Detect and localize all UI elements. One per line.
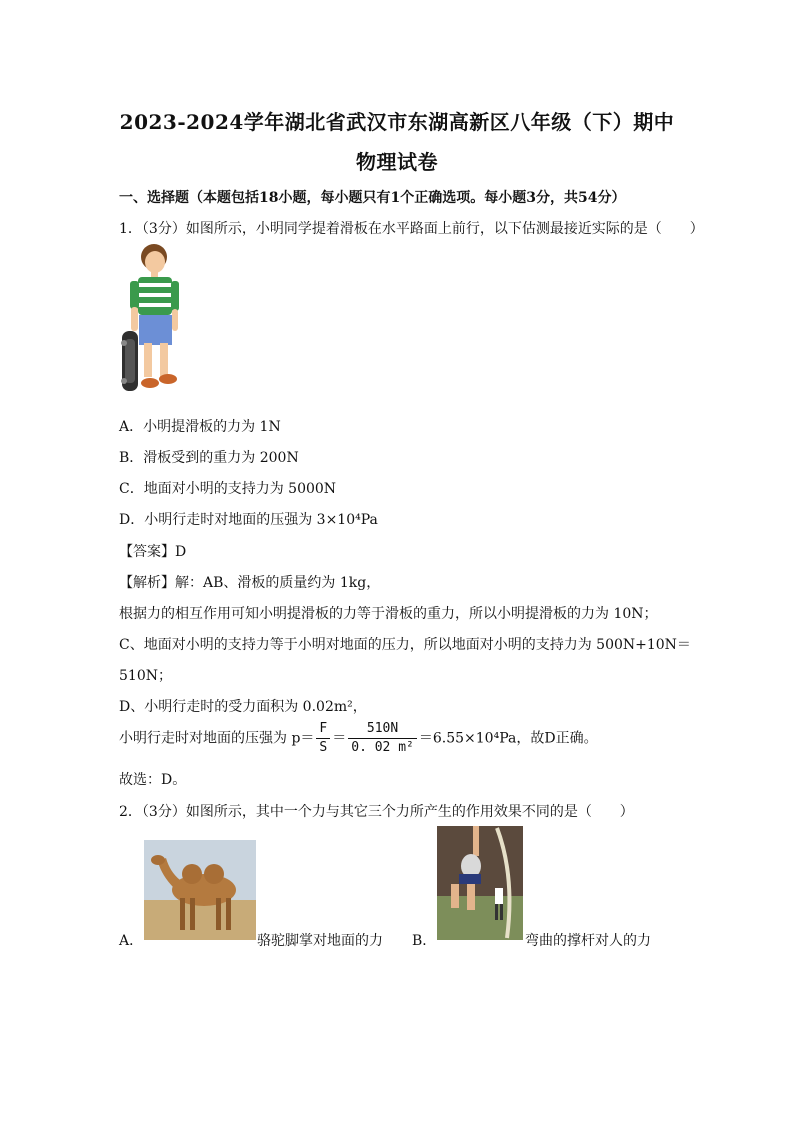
fraction-510n-over-area bbox=[348, 720, 417, 757]
q1-option-b: B．滑板受到的重力为 200N bbox=[119, 450, 299, 466]
fraction-f-over-s bbox=[316, 720, 330, 757]
fraction-numerator: F bbox=[316, 720, 330, 739]
exam-title-line2: 物理试卷 bbox=[356, 150, 438, 174]
q1-option-c: C．地面对小明的支持力为 5000N bbox=[119, 481, 337, 497]
q2-option-a-label: A． bbox=[119, 933, 144, 949]
q1-analysis-line3: C、地面对小明的支持力等于小明对地面的压力，所以地面对小明的支持力为 500N+10N＝ bbox=[119, 637, 691, 653]
q1-conclusion: 故选：D。 bbox=[119, 772, 187, 788]
pole-vault-photo bbox=[437, 826, 523, 940]
fraction-numerator: 510N bbox=[348, 720, 417, 739]
section-heading: 一、选择题（本题包括18小题，每小题只有1个正确选项。每小题3分，共54分） bbox=[119, 190, 626, 206]
q1-analysis-line4: 510N； bbox=[119, 668, 172, 684]
q2-option-b-text: 弯曲的撑杆对人的力 bbox=[525, 933, 651, 949]
q1-analysis-line2: 根据力的相互作用可知小明提滑板的力等于滑板的重力，所以小明提滑板的力为 10N； bbox=[119, 606, 658, 622]
q1-analysis-line5: D、小明行走时的受力面积为 0.02m²， bbox=[119, 699, 367, 715]
q1-formula-line bbox=[119, 720, 598, 757]
q1-stem: 1．（3分）如图所示，小明同学提着滑板在水平路面上前行，以下估测最接近实际的是（ ） bbox=[119, 221, 704, 237]
exam-title-line1: 2023-2024学年湖北省武汉市东湖高新区八年级（下）期中 bbox=[119, 110, 675, 134]
q1-analysis-line1: 【解析】解：AB、滑板的质量约为 1kg， bbox=[119, 575, 381, 591]
q1-option-a: A．小明提滑板的力为 1N bbox=[119, 419, 281, 435]
q1-option-d: D．小明行走时对地面的压强为 3×10⁴Pa bbox=[119, 512, 378, 528]
q2-option-b-label: B． bbox=[412, 933, 437, 949]
q2-stem: 2．（3分）如图所示，其中一个力与其它三个力所产生的作用效果不同的是（ ） bbox=[119, 804, 634, 820]
formula-equals: ＝ bbox=[332, 730, 347, 747]
camel-photo bbox=[144, 840, 256, 940]
fraction-denominator: 0. 02 m² bbox=[351, 740, 414, 755]
q2-option-a-text: 骆驼脚掌对地面的力 bbox=[257, 933, 383, 949]
boy-with-skateboard-illustration bbox=[118, 243, 190, 403]
formula-prefix: 小明行走时对地面的压强为 p＝ bbox=[119, 730, 315, 747]
fraction-denominator: S bbox=[319, 740, 328, 755]
q1-answer: 【答案】D bbox=[119, 544, 187, 560]
formula-suffix: ＝6.55×10⁴Pa，故D正确。 bbox=[418, 730, 598, 747]
